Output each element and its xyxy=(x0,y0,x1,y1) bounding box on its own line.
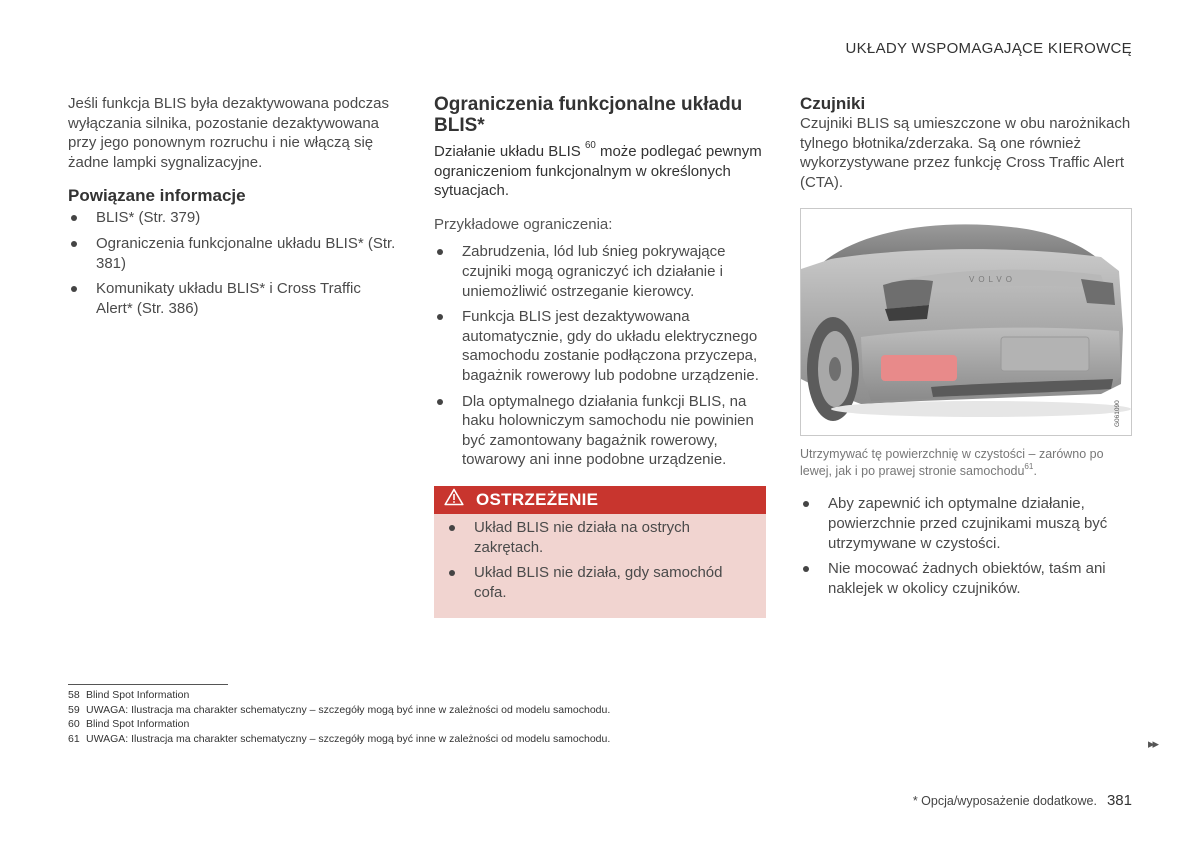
option-note: * Opcja/wyposażenie dodatkowe. xyxy=(912,794,1097,808)
brand-lettering: VOLVO xyxy=(969,275,1016,285)
footnote xyxy=(68,703,610,718)
limitation-item: Dla optymalnego działania funkcji BLIS, na haku holowniczym samochodu nie powinien być zamontowany bagażnik rowerowy, towarowy ani inne podobne urządzenie. xyxy=(434,392,766,470)
footnote-text: Blind Spot Information xyxy=(86,718,190,731)
figure-caption xyxy=(800,446,1134,480)
warning-header xyxy=(434,486,766,514)
related-info-list xyxy=(68,208,398,318)
related-link-blis-limitations[interactable]: Ograniczenia funkcjonalne układu BLIS* (Str. 381) xyxy=(68,234,398,273)
footnote xyxy=(68,717,610,732)
limitations-list xyxy=(434,242,766,470)
footnote-text: UWAGA: Ilustracja ma charakter schematyczny – szczegóły mogą być inne w zależności od modelu samochodu. xyxy=(86,703,611,716)
footnote-ref-61[interactable]: 61 xyxy=(1024,461,1034,471)
figure-code: G061090 xyxy=(1114,400,1121,428)
footnotes xyxy=(68,688,610,746)
intro-text-end: może podlegać pewnym ograniczeniom funkcjonalnym w określonych sytuacjach. xyxy=(434,143,762,200)
limitations-heading: Ograniczenia funkcjonalne układu BLIS* xyxy=(434,94,743,136)
related-link-blis-messages[interactable]: Komunikaty układu BLIS* i Cross Traffic Alert* (Str. 386) xyxy=(68,279,398,318)
footnote-number: 58 xyxy=(68,689,80,701)
warning-title: OSTRZEŻENIE xyxy=(476,489,599,509)
related-info-heading: Powiązane informacje xyxy=(68,186,246,206)
warning-item: Układ BLIS nie działa, gdy samochód cofa. xyxy=(446,563,754,602)
rear-bumper-illustration xyxy=(800,208,1132,436)
footnote-divider xyxy=(68,684,228,685)
examples-label: Przykładowe ograniczenia: xyxy=(434,215,613,233)
related-link-blis[interactable]: BLIS* (Str. 379) xyxy=(68,208,398,228)
intro-text-start: Działanie układu BLIS xyxy=(434,143,585,160)
column-right xyxy=(800,94,1134,604)
column-left xyxy=(68,94,398,324)
caption-text: Utrzymywać tę powierzchnię w czystości – zarówno po lewej, jak i po prawej stronie samochodu xyxy=(800,447,1104,479)
sensors-heading: Czujniki xyxy=(800,94,866,113)
footnote-number: 60 xyxy=(68,718,80,731)
sensor-zone-marker xyxy=(881,355,957,381)
sensor-tip: Nie mocować żadnych obiektów, taśm ani naklejek w okolicy czujników. xyxy=(800,559,1134,598)
section-title: UKŁADY WSPOMAGAJĄCE KIEROWCĘ xyxy=(845,40,1132,57)
warning-box xyxy=(434,486,766,618)
limitation-item: Zabrudzenia, lód lub śnieg pokrywające czujniki mogą ograniczyć ich działanie i uniemożliwić ostrzeganie kierowcy. xyxy=(434,242,766,301)
caption-end: . xyxy=(1033,464,1037,479)
column-middle xyxy=(434,94,766,618)
footnote xyxy=(68,732,610,747)
footnote-number: 59 xyxy=(68,703,80,716)
footnote xyxy=(68,688,610,703)
sensor-tips-list xyxy=(800,494,1134,598)
footnote-text: UWAGA: Ilustracja ma charakter schematyczny – szczegóły mogą być inne w zależności od modelu samochodu. xyxy=(86,732,611,745)
footnote-text: Blind Spot Information xyxy=(86,689,190,701)
warning-list xyxy=(434,514,766,618)
car-rear-image xyxy=(801,209,1131,435)
warning-item: Układ BLIS nie działa na ostrych zakrętach. xyxy=(446,518,754,557)
page-footer xyxy=(913,792,1132,809)
page-number: 381 xyxy=(1106,792,1132,809)
continue-arrows-icon[interactable]: ▸▸ xyxy=(1148,736,1158,751)
footnote-number: 61 xyxy=(68,732,80,745)
limitation-item: Funkcja BLIS jest dezaktywowana automatycznie, gdy do układu elektrycznego samochodu zostanie podłączona przyczepa, bagażnik rowerowy lub podobne urządzenie. xyxy=(434,307,766,385)
sensors-intro: Czujniki BLIS są umieszczone w obu narożnikach tylnego błotnika/zderzaka. Są one również wykorzystywane przez funkcję Cross Traffic Alert (CTA). xyxy=(800,115,1131,191)
sensor-tip: Aby zapewnić ich optymalne działanie, powierzchnie przed czujnikami muszą być utrzymywane w czystości. xyxy=(800,494,1134,553)
footnote-ref-60[interactable]: 60 xyxy=(584,140,596,152)
deactivation-note: Jeśli funkcja BLIS była dezaktywowana podczas wyłączania silnika, pozostanie dezaktywowana przy jego ponownym rozruchu i nie włączą się żadne lampki sygnalizacyjne. xyxy=(68,95,390,171)
limitations-intro xyxy=(434,142,766,201)
warning-triangle-icon xyxy=(444,488,464,511)
